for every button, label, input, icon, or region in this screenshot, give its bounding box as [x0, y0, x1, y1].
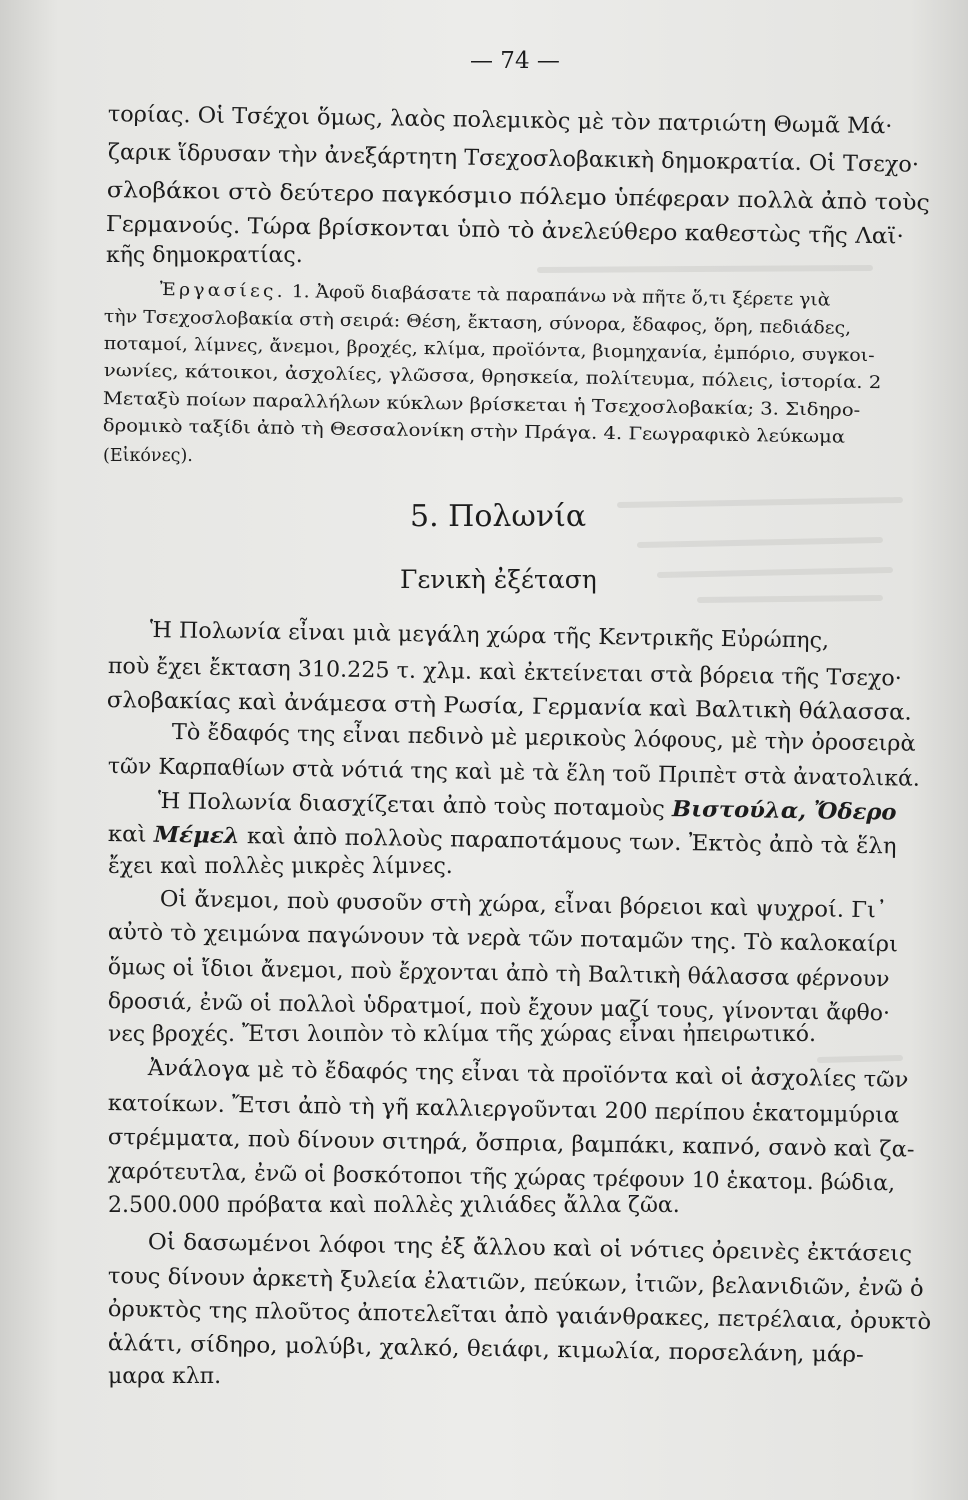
exercises-line: τὴν Τσεχοσλοβακία στὴ σειρά: Θέση, ἔκταση, σύνορα, ἔδαφος, ὅρη, πεδιάδες, — [103, 307, 852, 339]
text-line: Οἱ δασωμένοι λόφοι της ἐξ ἄλλου καὶ οἱ νότιες ὀρεινὲς ἐκτάσεις — [147, 1230, 913, 1268]
exercises-line: (Εἰκόνες). — [103, 446, 193, 466]
exercises-line: δρομικὸ ταξίδι ἀπὸ τὴ Θεσσαλονίκη στὴν Πράγα. 4. Γεωγραφικὸ λεύκωμα — [102, 416, 846, 448]
text-line: σλοβάκοι στὸ δεύτερο παγκόσμιο πόλεμο ὑπέφεραν πολλὰ ἀπὸ τοὺς — [106, 178, 930, 216]
text-line: Τὸ ἔδαφός της εἶναι πεδινὸ μὲ μερικοὺς λόφους, μὲ τὴν ὀροσειρὰ — [171, 720, 916, 757]
exercises-line: Μεταξὺ ποίων παραλλήλων κύκλων βρίσκεται ἡ Τσεχοσλοβακία; 3. Σιδηρο- — [102, 389, 861, 421]
text-line: Γερμανούς. Τώρα βρίσκονται ὑπὸ τὸ ἀνελεύθερο καθεστὼς τῆς Λαϊ· — [105, 212, 905, 250]
text-line: Ἡ Πολωνία εἶναι μιὰ μεγάλη χώρα τῆς Κεντρικῆς Εὐρώπης, — [149, 618, 830, 654]
text-line: ἔχει καὶ πολλὲς μικρὲς λίμνες. — [108, 854, 453, 879]
text-line: σλοβακίας καὶ ἀνάμεσα στὴ Ρωσία, Γερμανία καὶ Βαλτικὴ θάλασσα. — [106, 688, 912, 726]
text-line: ὅμως οἱ ἴδιοι ἄνεμοι, ποὺ ἔρχονται ἀπὸ τὴ Βαλτικὴ θάλασσα φέρνουν — [107, 955, 890, 993]
text-line: Ἀνάλογα μὲ τὸ ἔδαφός της εἶναι τὰ προϊόντα καὶ οἱ ἀσχολίες τῶν — [147, 1056, 909, 1093]
exercises-line — [160, 282, 831, 310]
text-line: 2.500.000 πρόβατα καὶ πολλὲς χιλιάδες ἄλλα ζῶα. — [108, 1193, 680, 1218]
text-line: χαρότευτλα, ἐνῶ οἱ βοσκότοποι τῆς χώρας τρέφουν 10 ἑκατομ. βώδια, — [107, 1159, 896, 1197]
text-line: κῆς δημοκρατίας. — [106, 243, 303, 268]
exercises-line: ποταμοί, λίμνες, ἄνεμοι, βροχές, κλίμα, προϊόντα, βιομηχανία, ἐμπόριο, συγκοι- — [103, 334, 875, 367]
text-line: τορίας. Οἱ Τσέχοι ὅμως, λαὸς πολεμικὸς μὲ τὸν πατριώτη Θωμᾶ Μά· — [107, 102, 893, 140]
text-line: νες βροχές. Ἔτσι λοιπὸν τὸ κλίμα τῆς χώρας εἶναι ἠπειρωτικό. — [108, 1022, 817, 1047]
section-title: 5. Πολωνία — [410, 499, 587, 534]
text-run: καὶ — [107, 822, 155, 848]
text-line: ποὺ ἔχει ἔκταση 310.225 τ. χλμ. καὶ ἐκτείνεται στὰ βόρεια τῆς Τσεχο· — [107, 654, 903, 692]
text-run: καὶ ἀπὸ πολλοὺς παραποτάμους των. Ἐκτὸς ἀπὸ τὰ ἕλη — [239, 824, 897, 860]
text-line: τους δίνουν ἀρκετὴ ξυλεία ἐλατιῶν, πεύκων, ἰτιῶν, βελανιδιῶν, ἐνῶ ὁ — [107, 1264, 924, 1302]
text-line: Οἱ ἄνεμοι, ποὺ φυσοῦν στὴ χώρα, εἶναι βόρειοι καὶ ψυχροί. Γι᾿ — [159, 887, 888, 924]
exercises-heading: Ἐργασίες. — [159, 280, 286, 302]
text-line: κατοίκων. Ἔτσι ἀπὸ τὴ γῆ καλλιεργοῦνται 200 περίπου ἑκατομμύρια — [107, 1091, 900, 1129]
page-number: — 74 — — [470, 48, 560, 74]
text-line: τῶν Καρπαθίων στὰ νότιά της καὶ μὲ τὰ ἕλη τοῦ Πριπὲτ στὰ ἀνατολικά. — [107, 754, 921, 792]
text-line: μαρα κλπ. — [108, 1364, 222, 1389]
section-subtitle: Γενικὴ ἐξέταση — [400, 565, 597, 594]
text-line: ἁλάτι, σίδηρο, μολύβι, χαλκό, θειάφι, κιμωλία, πορσελάνη, μάρ- — [107, 1331, 865, 1368]
text-line: ζαρικ ἵδρυσαν τὴν ἀνεξάρτητη Τσεχοσλοβακικὴ δημοκρατία. Οἱ Τσεχο· — [107, 140, 920, 178]
exercises-text: 1. Ἀφοῦ διαβάσατε τὰ παραπάνω νὰ πῆτε ὅ,τι ξέρετε γιὰ — [285, 281, 831, 311]
river-name: Μέμελ — [153, 821, 240, 850]
river-names: Βιστούλα, Ὄδερο — [671, 796, 897, 826]
text-run: Ἡ Πολωνία διασχίζεται ἀπὸ τοὺς ποταμοὺς — [157, 789, 673, 823]
exercises-line: νωνίες, κάτοικοι, ἀσχολίες, γλῶσσα, θρησκεία, πολίτευμα, πόλεις, ἱστορία. 2 — [103, 361, 882, 394]
text-line — [158, 790, 897, 825]
text-line: αὐτὸ τὸ χειμώνα παγώνουν τὰ νερὰ τῶν ποταμῶν της. Τὸ καλοκαίρι — [107, 920, 899, 958]
text-line: στρέμματα, ποὺ δίνουν σιτηρά, ὄσπρια, βαμπάκι, καπνό, σανὸ καὶ ζα- — [107, 1125, 915, 1163]
text-line: δροσιά, ἐνῶ οἱ πολλοὶ ὑδρατμοί, ποὺ ἔχουν μαζί τους, γίνονται ἄφθο· — [107, 989, 891, 1027]
text-line: ὀρυκτὸς της πλοῦτος ἀποτελεῖται ἀπὸ γαιάνθρακες, πετρέλαια, ὀρυκτὸ — [107, 1297, 932, 1335]
